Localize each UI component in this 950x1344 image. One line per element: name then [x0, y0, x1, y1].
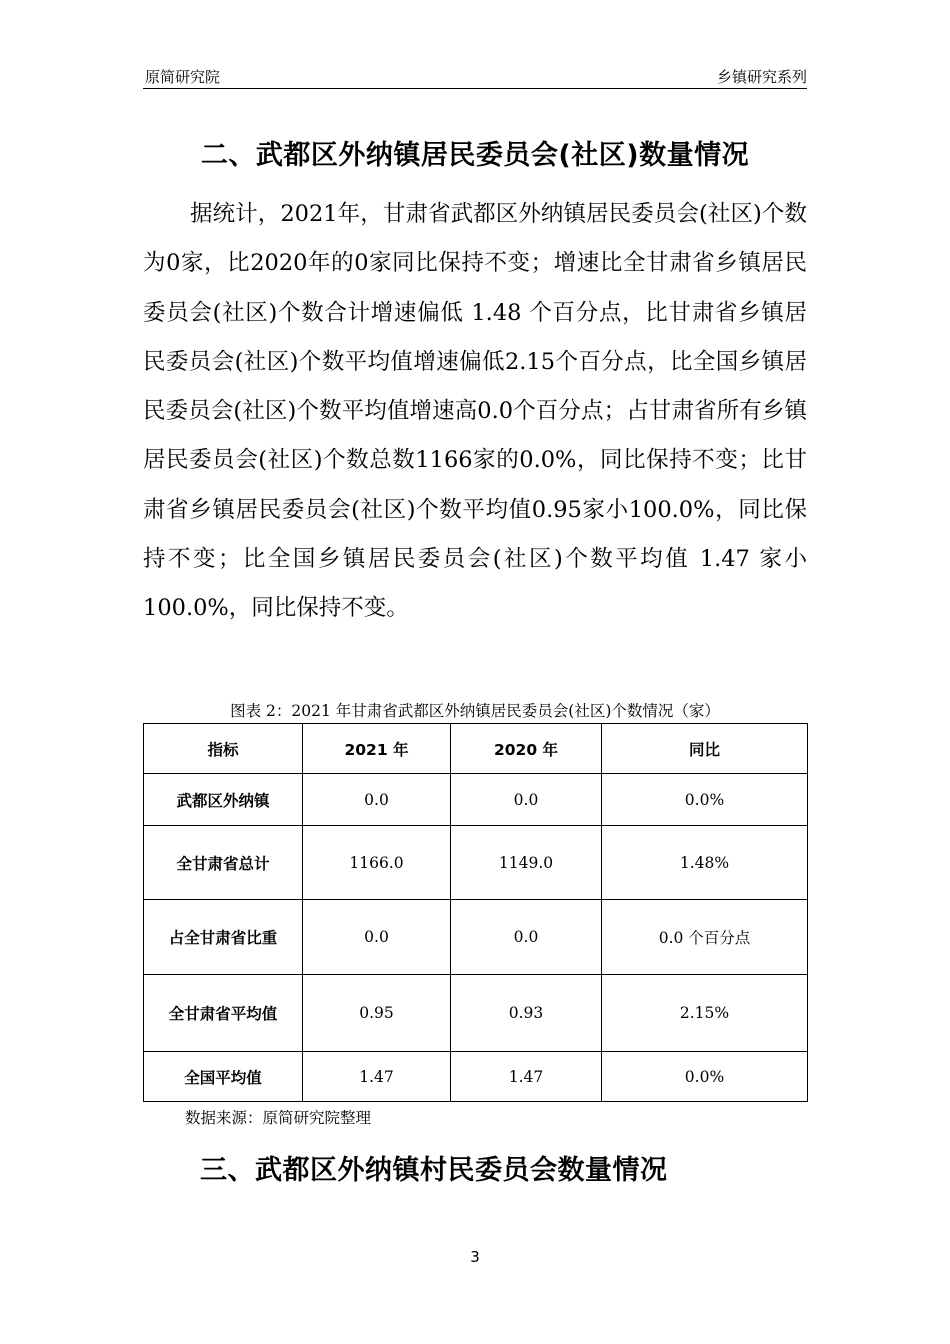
table-cell: 0.0 — [303, 900, 451, 975]
table-source-note: 数据来源：原简研究院整理 — [185, 1109, 372, 1127]
section-2-heading: 二、武都区外纳镇居民委员会(社区)数量情况 — [200, 140, 750, 171]
header-publisher: 原简研究院 — [145, 68, 221, 86]
table-cell: 2.15% — [602, 975, 808, 1052]
table-caption: 图表 2：2021 年甘肃省武都区外纳镇居民委员会(社区)个数情况（家） — [230, 702, 720, 720]
table-cell-label: 占全甘肃省比重 — [144, 900, 303, 975]
table-header-row — [144, 724, 808, 774]
table-cell: 1.47 — [451, 1052, 602, 1102]
table-cell: 0.0 个百分点 — [602, 900, 808, 975]
table-cell: 0.95 — [303, 975, 451, 1052]
table-cell-label: 全甘肃省总计 — [144, 826, 303, 900]
data-table — [143, 723, 808, 1102]
table-row — [144, 1052, 808, 1102]
table-header-cell: 2020 年 — [451, 724, 602, 774]
table-header-cell: 2021 年 — [303, 724, 451, 774]
table-cell: 0.93 — [451, 975, 602, 1052]
table-cell: 1149.0 — [451, 826, 602, 900]
table-row — [144, 900, 808, 975]
table-header-cell: 指标 — [144, 724, 303, 774]
table-cell: 1.47 — [303, 1052, 451, 1102]
section-2-paragraph: 据统计，2021年，甘肃省武都区外纳镇居民委员会(社区)个数为0家，比2020年的0家同比保持不变；增速比全甘肃省乡镇居民委员会(社区)个数合计增速偏低 1.48 个百分点，比甘肃省乡镇居民委员会(社区)个数平均值增速偏低2.15个百分点，比全国乡镇居民委员会(社区)个数平均值增速高0.0个百分点；占甘肃省所有乡镇居民委员会(社区)个数总数1166家的0.0%，同比保持不变；比甘肃省乡镇居民委员会(社区)个数平均值0.95家小100.0%，同比保持不变；比全国乡镇居民委员会(社区)个数平均值 1.47 家小100.0%，同比保持不变。 — [143, 201, 807, 622]
table-cell-label: 全甘肃省平均值 — [144, 975, 303, 1052]
table-cell: 0.0 — [451, 900, 602, 975]
header-series: 乡镇研究系列 — [716, 68, 807, 86]
table-cell-label: 全国平均值 — [144, 1052, 303, 1102]
table-cell-label: 武都区外纳镇 — [144, 774, 303, 826]
table-row — [144, 774, 808, 826]
page-number: 3 — [470, 1248, 480, 1266]
table-header-cell: 同比 — [602, 724, 808, 774]
table-row — [144, 975, 808, 1052]
table-cell: 0.0 — [303, 774, 451, 826]
table-cell: 0.0% — [602, 1052, 808, 1102]
table-row — [144, 826, 808, 900]
section-3-heading: 三、武都区外纳镇村民委员会数量情况 — [200, 1155, 668, 1186]
table-cell: 0.0 — [451, 774, 602, 826]
table-cell: 1166.0 — [303, 826, 451, 900]
table-cell: 0.0% — [602, 774, 808, 826]
header-divider — [143, 88, 807, 89]
table-cell: 1.48% — [602, 826, 808, 900]
